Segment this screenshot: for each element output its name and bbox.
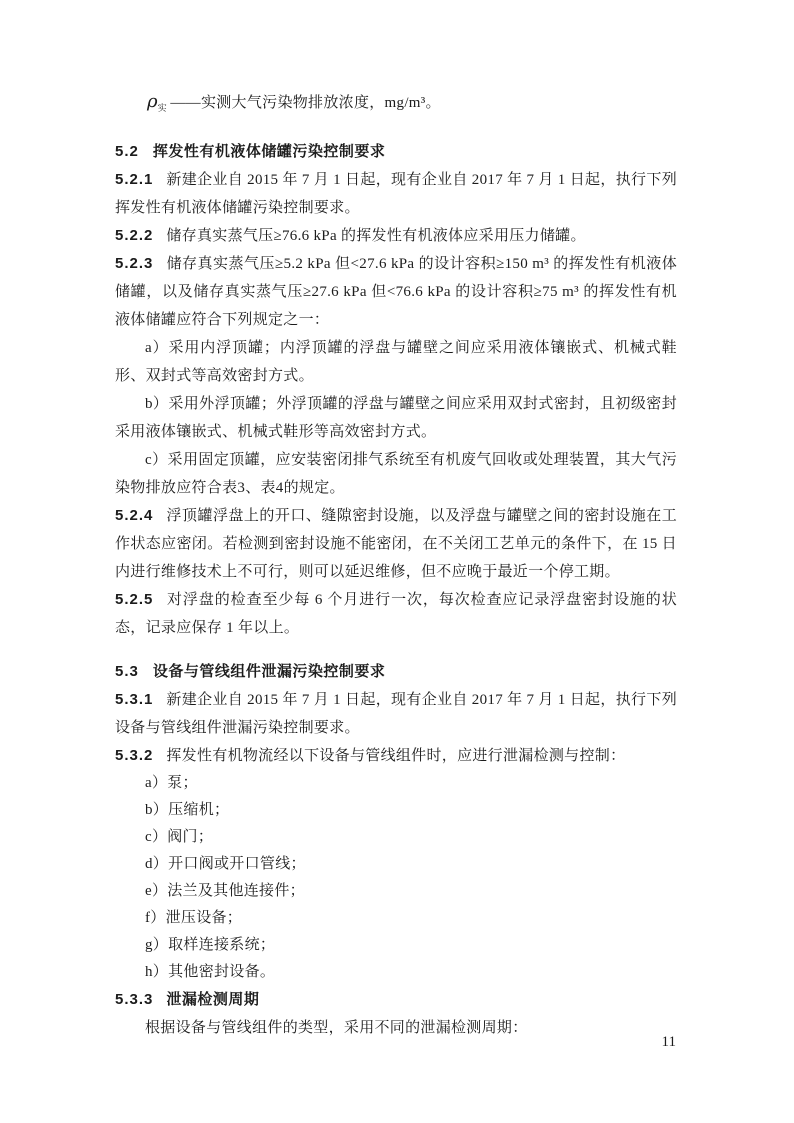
section-number: 5.3 xyxy=(115,663,139,680)
equipment-item-valve: c）阀门； xyxy=(145,829,214,845)
clause-5-2-2 xyxy=(115,222,677,250)
clause-text: 新建企业自 2015 年 7 月 1 日起，现有企业自 2017 年 7 月 1 日起，执行下列挥发性有机液体储罐污染控制要求。 xyxy=(115,172,677,216)
section-title: 挥发性有机液体储罐污染控制要求 xyxy=(152,143,386,160)
clause-number: 5.2.2 xyxy=(115,227,154,244)
page-content xyxy=(115,88,677,1042)
formula-definition: ——实测大气污染物排放浓度，mg/m³。 xyxy=(170,95,441,111)
clause-text: 储存真实蒸气压≥5.2 kPa 但<27.6 kPa 的设计容积≥150 m³ 的挥发性有机液体储罐，以及储存真实蒸气压≥27.6 kPa 但<76.6 kPa 的设计容积≥75 m³ 的挥发性有机液体储罐应符合下列规定之一： xyxy=(115,256,677,328)
equipment-item-compressor: b）压缩机； xyxy=(145,802,230,818)
equipment-item-other-seal: h）其他密封设备。 xyxy=(145,964,276,980)
option-item-c: c）采用固定顶罐，应安装密闭排气系统至有机废气回收或处理装置，其大气污染物排放应符合表3、表4的规定。 xyxy=(115,452,677,496)
clause-5-3-1 xyxy=(115,686,677,742)
option-item-b: b）采用外浮顶罐；外浮顶罐的浮盘与罐壁之间应采用双封式密封，且初级密封采用液体镶嵌式、机械式鞋形等高效密封方式。 xyxy=(115,396,677,440)
option-item-a: a）采用内浮顶罐；内浮顶罐的浮盘与罐壁之间应采用液体镶嵌式、机械式鞋形、双封式等高效密封方式。 xyxy=(115,340,677,384)
clause-title: 泄漏检测周期 xyxy=(166,991,260,1008)
clause-5-2-4 xyxy=(115,502,677,586)
clause-number: 5.3.3 xyxy=(115,991,154,1008)
section-5-2-heading xyxy=(115,138,677,166)
clause-number: 5.2.3 xyxy=(115,255,154,272)
clause-number: 5.2.4 xyxy=(115,507,154,524)
clause-5-3-3-heading xyxy=(115,986,677,1014)
equipment-item-pump: a）泵； xyxy=(145,775,198,791)
leak-period-paragraph: 根据设备与管线组件的类型，采用不同的泄漏检测周期： xyxy=(145,1020,528,1036)
clause-text: 储存真实蒸气压≥76.6 kPa 的挥发性有机液体应采用压力储罐。 xyxy=(166,228,586,244)
section-title: 设备与管线组件泄漏污染控制要求 xyxy=(152,663,386,680)
clause-text: 新建企业自 2015 年 7 月 1 日起，现有企业自 2017 年 7 月 1 日起，执行下列设备与管线组件泄漏污染控制要求。 xyxy=(115,692,677,736)
clause-text: 挥发性有机物流经以下设备与管线组件时，应进行泄漏检测与控制： xyxy=(166,748,626,764)
equipment-item-open-valve: d）开口阀或开口管线； xyxy=(145,856,306,872)
clause-5-2-3 xyxy=(115,250,677,334)
clause-5-3-2 xyxy=(115,742,677,770)
clause-number: 5.2.5 xyxy=(115,591,154,608)
section-number: 5.2 xyxy=(115,143,139,160)
rho-subscript: 实 xyxy=(157,103,167,113)
equipment-item-relief: f）泄压设备； xyxy=(145,910,243,926)
equipment-item-flange: e）法兰及其他连接件； xyxy=(145,883,305,899)
clause-5-2-5 xyxy=(115,586,677,642)
section-5-3-heading xyxy=(115,658,677,686)
clause-text: 对浮盘的检查至少每 6 个月进行一次，每次检查应记录浮盘密封设施的状态，记录应保存 1 年以上。 xyxy=(115,592,677,636)
clause-text: 浮顶罐浮盘上的开口、缝隙密封设施，以及浮盘与罐壁之间的密封设施在工作状态应密闭。若检测到密封设施不能密闭，在不关闭工艺单元的条件下，在 15 日内进行维修技术上不可行，则可以延迟维修，但不应晚于最近一个停工期。 xyxy=(115,508,677,580)
clause-number: 5.2.1 xyxy=(115,171,154,188)
rho-symbol: ρ xyxy=(147,91,158,112)
clause-5-2-1 xyxy=(115,166,677,222)
equipment-item-sampling: g）取样连接系统； xyxy=(145,937,276,953)
page-number: 11 xyxy=(661,1034,676,1050)
clause-number: 5.3.2 xyxy=(115,747,154,764)
clause-number: 5.3.1 xyxy=(115,691,154,708)
formula-line xyxy=(115,88,677,122)
